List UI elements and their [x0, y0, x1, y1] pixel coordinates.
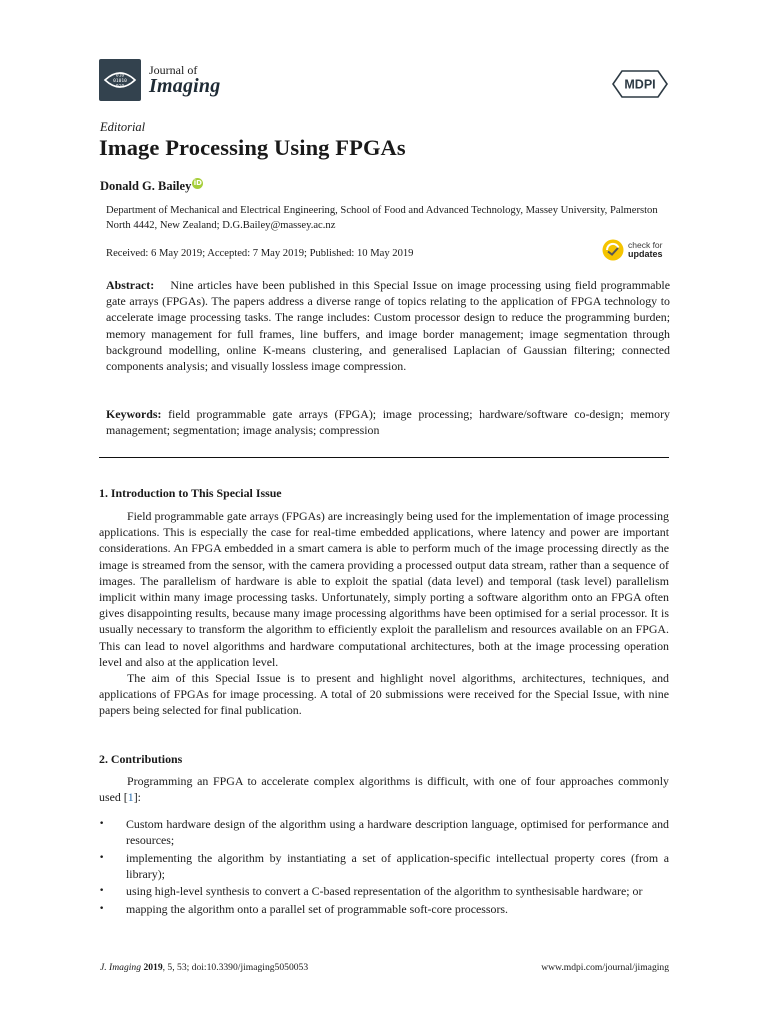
check-updates-line1: check for — [628, 240, 663, 250]
abstract — [106, 277, 670, 374]
contributions-body — [99, 773, 669, 805]
section-heading-introduction: 1. Introduction to This Special Issue — [99, 486, 282, 500]
journal-logo — [99, 59, 141, 101]
bullet-icon: • — [99, 886, 105, 897]
mdpi-logo-text: MDPI — [624, 77, 656, 92]
keywords-label: Keywords: — [106, 407, 162, 421]
list-item-text: Custom hardware design of the algorithm using a hardware description language, optimised for performance and resources; — [126, 817, 669, 848]
list-item — [99, 816, 669, 848]
logo-digits-1: 010 — [115, 73, 125, 79]
affiliation: Department of Mechanical and Electrical Engineering, School of Food and Advanced Technology, Massey University, Palmerston North 4442, New Zealand; D.G.Bailey@massey.ac.nz — [106, 205, 658, 231]
list-item — [99, 901, 669, 917]
author-line — [100, 179, 203, 194]
mdpi-logo — [612, 70, 668, 98]
article-dates: Received: 6 May 2019; Accepted: 7 May 2019; Published: 10 May 2019 — [106, 248, 414, 259]
paragraph-text: ]: — [133, 790, 141, 805]
abstract-text: Nine articles have been published in this Special Issue on image processing using field programmable gate arrays (FPGAs). The papers address a diverse range of topics relating to the application of FPGA technology to accelerate image processing tasks. The range includes: Custom processor design to reduce the programming burden; memory management for full frames, line buffers, and image border management; image segmentation through background modelling, online K-means clustering, and generalised Laplacian of Gaussian filtering; connected components analysis; and visually lossless image compression. — [106, 278, 671, 374]
footer-citation — [100, 962, 308, 973]
article-title: Image Processing Using FPGAs — [99, 135, 406, 160]
check-for-updates-button[interactable] — [601, 237, 671, 263]
keywords-text: field programmable gate arrays (FPGA); image processing; hardware/software co-design; memory management; segmentation; image analysis; compression — [106, 407, 670, 438]
bullet-icon: • — [99, 819, 105, 829]
bullet-icon: • — [99, 852, 105, 863]
section-divider — [99, 457, 669, 458]
journal-name: Imaging — [149, 75, 221, 97]
list-item — [99, 850, 669, 882]
orcid-icon[interactable]: iD — [193, 179, 202, 187]
list-item-text: using high-level synthesis to convert a C-based representation of the algorithm to synthesisable hardware; or — [126, 884, 643, 899]
logo-digits-2: 01010 — [113, 79, 127, 84]
introduction-body — [99, 508, 669, 719]
author-name: Donald G. Bailey — [100, 179, 192, 193]
journal-of-label: Journal of — [149, 63, 198, 77]
list-item-text: implementing the algorithm by instantiating a set of application-specific intellectual property cores (from a library); — [126, 850, 669, 881]
footer-url[interactable]: www.mdpi.com/journal/jimaging — [541, 962, 669, 973]
abstract-label: Abstract: — [106, 278, 155, 292]
logo-digits-3: 010 — [115, 84, 125, 90]
list-item — [99, 883, 669, 899]
bullet-icon: • — [99, 903, 105, 914]
check-updates-line2: updates — [628, 249, 663, 259]
list-item-text: mapping the algorithm onto a parallel set of programmable soft-core processors. — [126, 901, 509, 916]
footer-year: 2019 — [143, 962, 163, 973]
keywords — [106, 406, 670, 438]
reference-link[interactable]: 1 — [127, 790, 134, 805]
footer-citation-rest: , 5, 53; doi:10.3390/jimaging5050053 — [162, 962, 309, 973]
check-updates-icon — [601, 238, 625, 262]
approaches-list — [99, 816, 669, 918]
paragraph: The aim of this Special Issue is to present and highlight novel algorithms, architectures, techniques, and applications of FPGAs for image processing. A total of 20 submissions were received for the Special Issue, with nine papers being selected for final publication. — [99, 671, 669, 718]
footer-journal: J. Imaging — [100, 962, 142, 973]
article-type: Editorial — [100, 120, 146, 134]
paragraph: Field programmable gate arrays (FPGAs) are increasingly being used for the implementation of image processing applications. This is especially the case for real-time embedded applications, where latency and power are important considerations. An FPGA embedded in a smart camera is able to perform much of the image processing directly as the image is streamed from the sensor, with the camera providing a processed output data stream, rather than a sequence of images. The parallelism of hardware is able to exploit the spatial (data level) and temporal (task level) parallelism implicit within many image processing tasks. Unfortunately, simply porting a software algorithm onto an FPGA often gives disappointing results, because many image processing algorithms have been optimised for a serial processor. It is usually necessary to transform the algorithm to efficiently exploit the parallelism and resources available on an FPGA. This can lead to novel algorithms and hardware computational architectures, both at the image processing operation level and also at the application level. — [99, 509, 669, 669]
paragraph-text: Programming an FPGA to accelerate complex algorithms is difficult, with one of four approaches commonly used [ — [99, 774, 669, 805]
section-heading-contributions: 2. Contributions — [99, 752, 183, 766]
eye-logo-icon — [103, 63, 137, 97]
paragraph — [99, 773, 669, 805]
